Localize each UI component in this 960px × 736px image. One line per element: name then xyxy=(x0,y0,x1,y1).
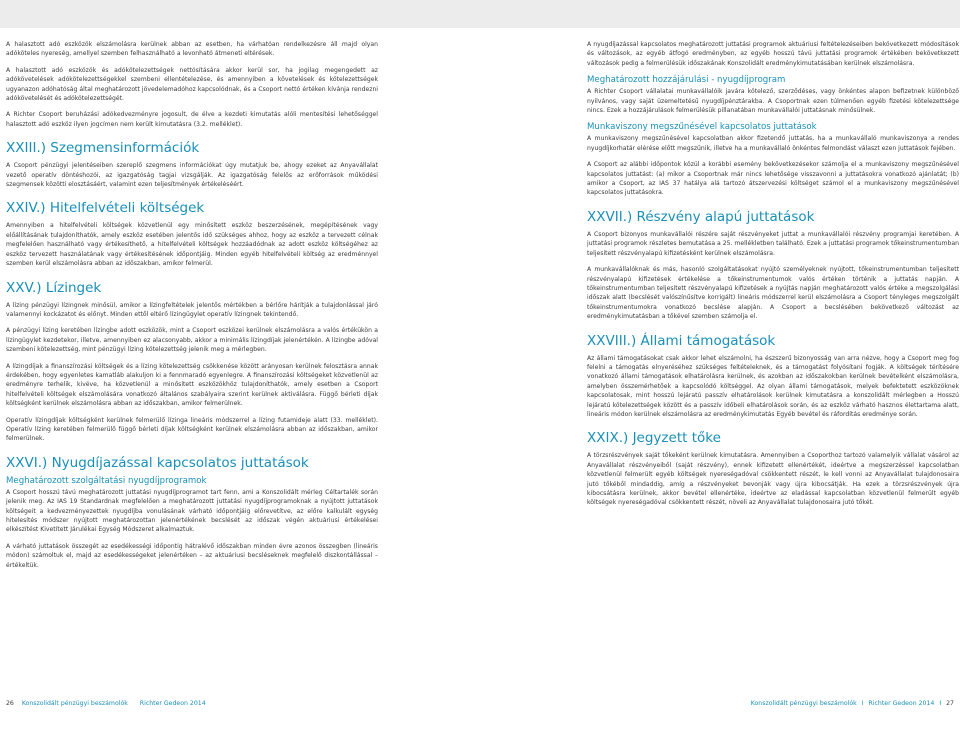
page-number: 27 xyxy=(946,700,954,707)
section-heading-share-capital: XXIX.) Jegyzett tőke xyxy=(587,430,721,447)
footer-company: Richter Gedeon 2014 xyxy=(139,700,206,707)
section-heading-segment-info: XXIII.) Szegmensinformációk xyxy=(6,140,200,157)
section-heading-retirement-benefits: XXVI.) Nyugdíjazással kapcsolatos juttatások xyxy=(6,454,309,471)
subheading-termination-benefits: Munkaviszony megszűnésével kapcsolatos juttatások xyxy=(587,122,817,133)
subheading-defined-benefit: Meghatározott szolgáltatási nyugdíjprogramok xyxy=(6,475,207,486)
footer-left xyxy=(6,700,206,707)
section-heading-share-based: XXVII.) Részvény alapú juttatások xyxy=(587,208,815,225)
footer-title: Konszolidált pénzügyi beszámolók xyxy=(750,700,857,707)
paragraph: A Csoport hosszú távú meghatározott juttatási nyugdíjprogramot tart fenn, ami a Konszolidált mérleg Céltartalék során jelenik meg. Az IAS 19 Standardnak megfelelően a meghatározott juttatási nyugdíjprogramoknak a nyújtott juttatások költségeit a kedvezményezettek nyugdíjba vonulásának várható időpontjáig előrevetítve, az előre kalkulált egység hitelesítés módszer nyújtott meghatározottan jelenértékének becslését az időszak végén aktuáriusi értékelései elkészítést Kivetített Járulékai Egység Módszeret alkalmaztuk. xyxy=(6,488,378,534)
paragraph: A Richter Csoport beruházási adókedvezményre jogosult, de élve a kezdeti kimutatás alóli mentesítési lehetőséggel halasztott adó eszköz ilyen jogcímen nem került kimutatásra (3.2. melléklet). xyxy=(6,111,378,128)
page-number: 26 xyxy=(6,700,14,707)
footer-separator: I xyxy=(939,700,942,707)
paragraph: A munkavállalóknak és más, hasonló szolgáltatásokat nyújtó személyeknek nyújtott, tőkeinstrumentumban teljesített részvényalapú kifizetések értékelése a tőkeinstrumentumok valós értéken történik a juttatás napján. A tőkeinstrumentumban teljesített részvényalapú kifizetések a nyújtás napján meghatározott valós értéke a megszolgálási időszak alatt (becslését valószínűsítve korrigált) lineáris módszerrel kerül elszámolásra a Csoport tényleges megszolgált tőkeinstrumentumokra vonatkozó becslése alapján. A Csoport a becslésében bekövetkező változást az eredménykimutatásban a tőkével szemben számolja el. xyxy=(587,266,959,321)
section-heading-government-grants: XXVIII.) Állami támogatások xyxy=(587,332,776,349)
section-heading-leases: XXV.) Lízingek xyxy=(6,279,102,296)
paragraph: A lízing pénzügyi lízingnek minősül, amikor a lízingfeltételek jelentős mértékben a bérlőre hárítják a tulajdonlással járó valamennyi kockázatot és előnyt. Minden ettől eltérő lízingügylet operatív lízingnek tekintendő. xyxy=(6,301,378,318)
paragraph: A halasztott adó eszközök elszámolásra kerülnek abban az esetben, ha várhatóan rendelkezésre áll majd olyan adóköteles nyereség, amellyel szemben felhasználható a levonható átmeneti eltérések. xyxy=(6,41,378,58)
top-gray-band xyxy=(0,0,960,28)
footer-title: Konszolidált pénzügyi beszámolók xyxy=(21,700,128,707)
paragraph: A halasztott adó eszközök és adókötelezettségek nettósítására akkor kerül sor, ha jogilag megengedett az adókövetelések adókötelezettségekkel szembeni ellentételezése, és amennyiben a követelések és kötelezettségek ugyanazon adóhatóság által meghatározott jövedelemadóhoz kapcsolódnak, és a Csoport nettó értéken kívánja rendezni adókövetelését és adókötelezettségét. xyxy=(6,66,378,103)
paragraph: Operatív lízingdíjak költségként kerülnek felmerülő lízinga lineáris módszerrel a lízing futamideje alatt (33. melléklet). Operatív lízing keretében felmerülő függő bérleti díjak költségként kerülnek elszámolásra abban az időszakban, amikor felmerülnek. xyxy=(6,416,378,443)
paragraph: A munkaviszony megszűnésével kapcsolatban akkor fizetendő juttatás, ha a munkavállaló munkaviszonya a rendes nyugdíjkorhatár elérése előtt megszűnik, illetve ha a munkavállaló önkéntes felmondást választ ezen juttatások fejében. xyxy=(587,135,959,152)
paragraph: A Csoport az alábbi időpontok közül a korábbi esemény bekövetkezésekor számolja el a munkaviszony megszűnésével kapcsolatos juttatást: (a) mikor a Csoportnak már nincs lehetősége visszavonni a juttatásokra vonatkozó ajánlatát; (b) amikor a Csoport, az IAS 37 hatálya alá tartozó átszervezési költséget számol el a munkaviszony megszűnésével kapcsolatos juttatásokra. xyxy=(587,161,959,197)
paragraph: A várható juttatások összegét az esedékességi időpontig hátralévő időszakban minden évre azonos összegben (lineáris módon) számoltuk el, majd az esedékességeket jelenértéken – az aktuáriusi becsléseknek megfelelő diszkontállással – értékeltük. xyxy=(6,542,378,569)
paragraph: A nyugdíjazással kapcsolatos meghatározott juttatási programok aktuáriusi feltételezéseiben bekövetkezett módosítások és változások, az egyéb átfogó eredményben, az egyéb hosszú távú juttatási programok értékében bekövetkezett változások pedig a felmerülésük időszakának Konszolidált eredménykimutatásában kerülnek elszámolásra. xyxy=(587,41,959,67)
paragraph: A pénzügyi lízing keretében lízingbe adott eszközök, mint a Csoport eszközei kerülnek elszámolásra a valós értékükön a lízingügylet kezdetekor, illetve, amennyiben ez alacsonyabb, akkor a minimális lízingdíjak jelenértékén. A lízingbe adóval szembeni kötelezettség, mint pénzügyi lízing kötelezettség jelenik meg a mérlegben. xyxy=(6,327,378,354)
paragraph: A törzsrészvények saját tőkeként kerülnek kimutatásra. Amennyiben a Csoporthoz tartozó valamelyik vállalat vásárol az Anyavállalat részvényeiből (saját részvény), ennek kifizetett ellenértékét, ideértve a megszerzéssel kapcsolatban közvetlenül felmerült egyéb költségek nyereségadóval csökkentett részét, le kell vonni az Anyavállalat tulajdonosaira jutó tőkéből mindaddig, amíg a részvényeket bevonják vagy újra kibocsátják. Ha ezek a törzsrészvények újra kibocsátásra kerülnek, akkor bevétel ellenértéke, ideértve az eladással kapcsolatban közvetlenül felmerült egyéb költségek nyereségadóval csökkentett részét, növeli az Anyavállalat tulajdonosaira jutó tőkét. xyxy=(587,452,959,507)
footer-separator: I xyxy=(861,700,864,707)
paragraph: A Richter Csoport vállalatai munkavállalóik javára kötelező, szerződéses, vagy önkéntes alapon befizetnek különböző nyilvános, vagy saját üzemeltetésű nyugdíjpénztárakba. A Csoportnak ezen túlmenően egyéb fizetési kötelezettsége nincs. Ezek a hozzájárulások felmerülésük pillanatában munkavállalói juttatásnak minősülnek. xyxy=(587,88,959,115)
paragraph: Amennyiben a hitelfelvételi költségek közvetlenül egy minősített eszköz beszerzésének, megépítésének vagy előállításának tulajdoníthatók, amely eszköz esetében jelentős idő szükséges ahhoz, hogy az eszköz a tervezett célnak megfelelően használható vagy értékesíthető, a hitelfelvételi költségek hozzáadódnak az adott eszköz költségéhez az eszköz tervezett használatának vagy értékesítésének időpontjáig. Minden egyéb hitelfelvételi költség az eredménnyel szemben kerül elszámolásra abban az időszakban, amikor felmerül. xyxy=(6,222,378,268)
paragraph: A lízingdíjak a finanszírozási költségek és a lízing kötelezettség csökkenése között arányosan kerülnek felosztásra annak érdekében, hogy egyenletes kamatláb alakuljon ki a fennmaradó egyenlegre. A finanszírozási költségeket közvetlenül az eredményre terhelik, kivéve, ha közvetlenül a minősített eszközökhöz tulajdoníthatók, amely esetben a Csoport hitelfelvételi költségek elszámolására vonatkozó általános szabályaira szerint kerülnek aktiválásra. Függő bérleti díjak költségként kerülnek elszámolásra abban az időszakban, amikor felmerülnek. xyxy=(6,362,378,408)
section-heading-borrowing-costs: XXIV.) Hitelfelvételi költségek xyxy=(6,200,205,217)
footer-right xyxy=(751,700,954,707)
subheading-defined-contribution: Meghatározott hozzájárulási - nyugdíjprogram xyxy=(587,75,786,86)
footer-company: Richter Gedeon 2014 xyxy=(868,700,935,707)
paragraph: A Csoport bizonyos munkavállalói részére saját részvényeket juttat a munkavállalói részvény programjai keretében. A juttatási programok részletes bemutatása a 25. mellékletben található. Ezek a juttatási programok tőkeinstrumentumban teljesített részvényalapú kifizetésként kerülnek elszámolásra. xyxy=(587,230,959,257)
paragraph: A Csoport pénzügyi jelentéseiben szereplő szegmens információkat úgy mutatjuk be, ahogy ezeket az Anyavállalat vezető operatív döntéshozói, az igazgatóság tagjai vizsgálják. Az igazgatóság felelős az erőforrások működési szegmensek közötti elosztásáért, valamint ezen teljesítmények értékeléséért. xyxy=(6,162,378,189)
right-column xyxy=(587,40,959,515)
left-column xyxy=(6,40,378,577)
paragraph: Az állami támogatásokat csak akkor lehet elszámolni, ha észszerű bizonyosság van arra nézve, hogy a Csoport meg fog felelni a támogatás elnyeréséhez szükséges feltételeknek, és a támogatást folyósítani fogják. A költségek térítésére vonatkozó állami támogatások elhatárolásra kerülnek, és azokban az időszakokban kerülnek bevételként elszámolásra, amelyben összemérhetőek a kapcsolódó költséggel. Az olyan állami támogatások, melyek befektetett eszközöknek kapcsolatosak, mint hosszú lejáratú passzív elhatárolások kerülnek kimutatásra a konszolidált mérlegben a Hosszú lejáratú kötelezettségek között és a passzív időbeli elhatárolások során, és az eszköz várható hasznos élettartama alatt, lineáris módon kerülnek elszámolásra az eredménykimutatás Egyéb bevétel és ráfordítás eredménye során. xyxy=(587,354,959,418)
